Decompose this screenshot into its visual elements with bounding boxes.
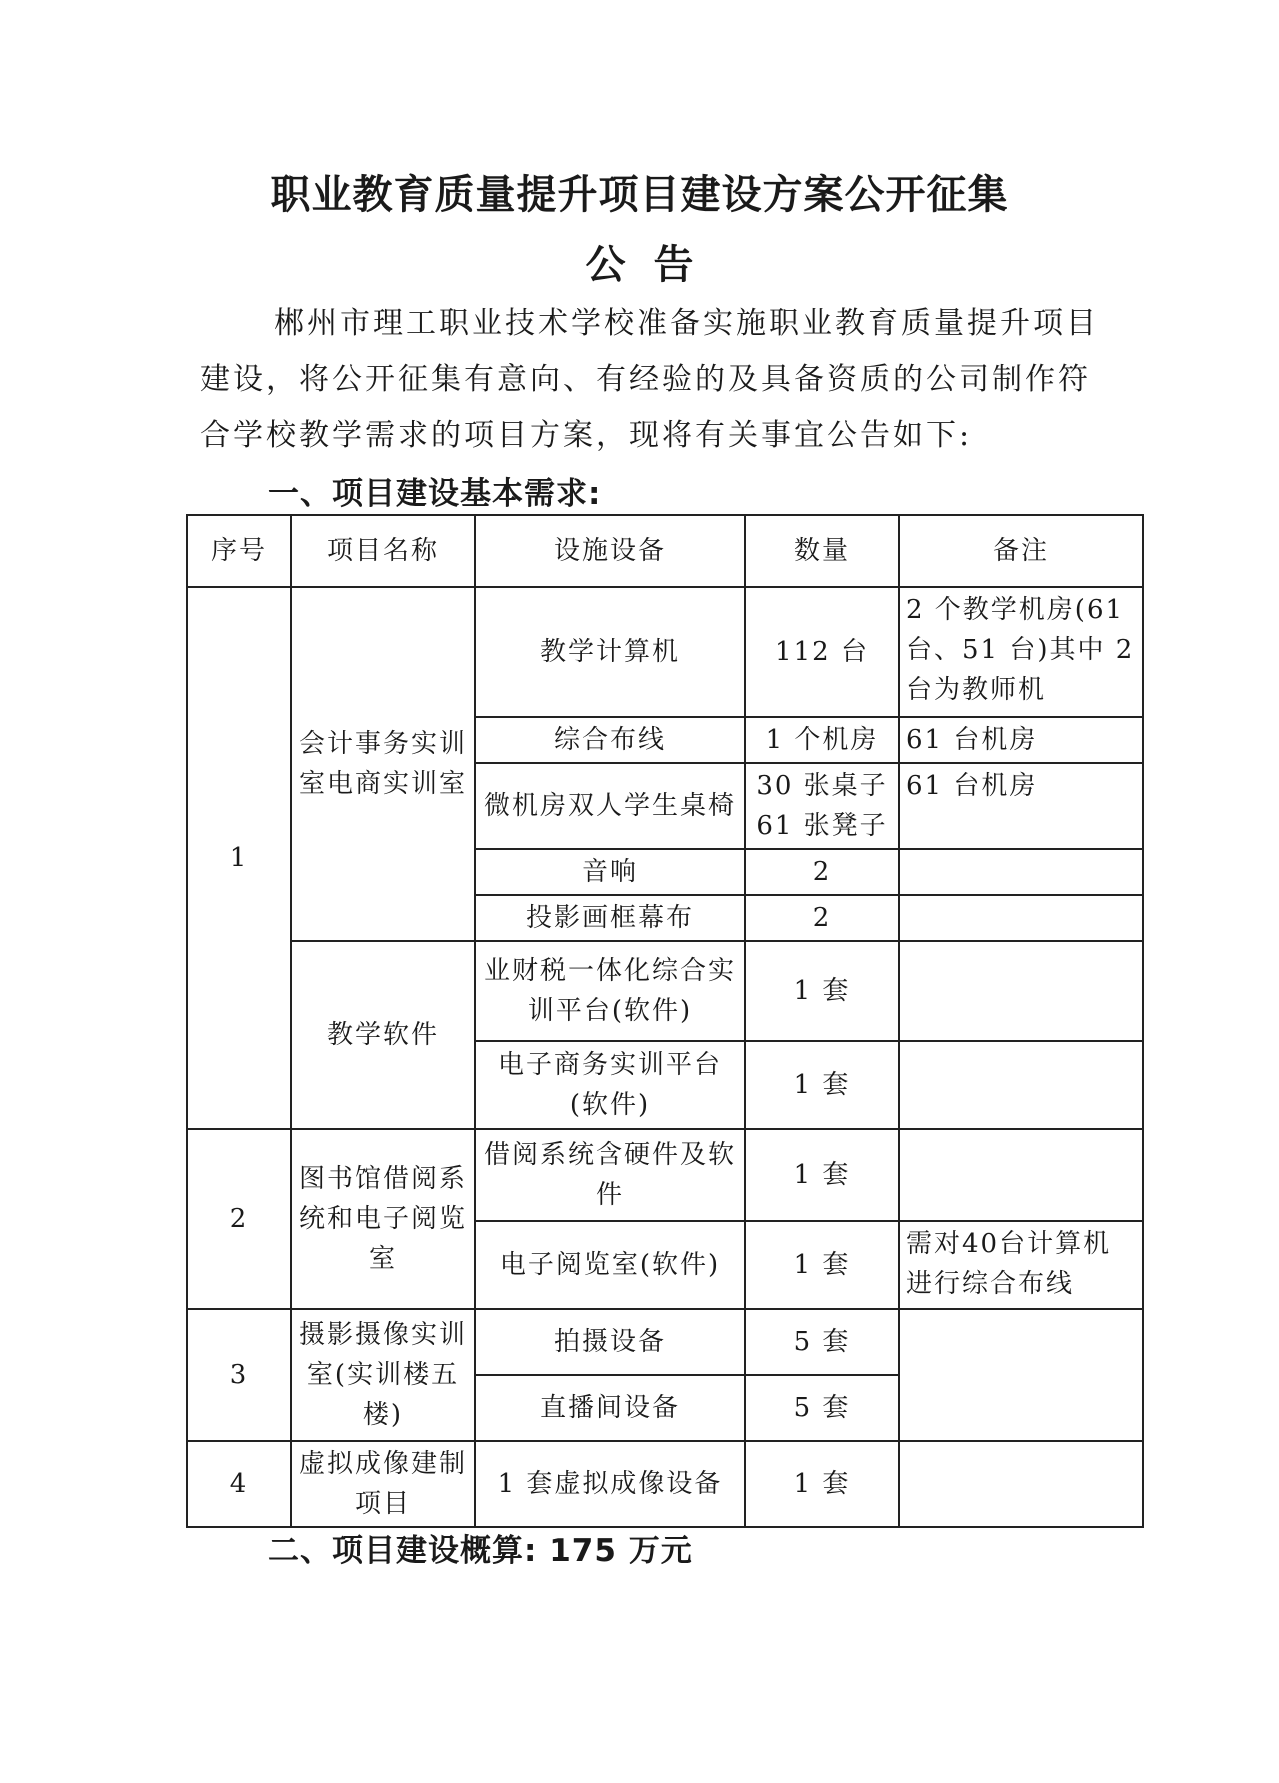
row-number: 1 <box>187 587 291 1129</box>
quantity-cell: 1 个机房 <box>745 717 899 763</box>
quantity-cell: 1 套 <box>745 1129 899 1221</box>
project-name: 摄影摄像实训室(实训楼五楼) <box>291 1309 475 1441</box>
equipment-cell: 1 套虚拟成像设备 <box>475 1441 745 1527</box>
quantity-cell: 1 套 <box>745 1441 899 1527</box>
note-cell: 需对40台计算机进行综合布线 <box>899 1221 1143 1309</box>
equipment-cell: 音响 <box>475 849 745 895</box>
table-row <box>187 587 1143 717</box>
equipment-cell: 拍摄设备 <box>475 1309 745 1375</box>
quantity-cell: 1 套 <box>745 941 899 1041</box>
quantity-cell: 2 <box>745 849 899 895</box>
quantity-cell: 30 张桌子 61 张凳子 <box>745 763 899 849</box>
equipment-cell: 业财税一体化综合实训平台(软件) <box>475 941 745 1041</box>
table-row <box>187 1441 1143 1527</box>
header-cell: 序号 <box>187 515 291 587</box>
note-cell: 61 台机房 <box>899 763 1143 849</box>
requirements-table <box>186 514 1144 1528</box>
note-cell <box>899 1309 1143 1441</box>
project-name: 图书馆借阅系统和电子阅览室 <box>291 1129 475 1309</box>
row-number: 2 <box>187 1129 291 1309</box>
table-row <box>187 941 1143 1041</box>
equipment-cell: 综合布线 <box>475 717 745 763</box>
section-heading-requirements: 一、项目建设基本需求: <box>268 476 602 512</box>
table-row <box>187 1309 1143 1375</box>
equipment-cell: 电子商务实训平台(软件) <box>475 1041 745 1129</box>
header-cell: 设施设备 <box>475 515 745 587</box>
section-heading-budget: 二、项目建设概算: 175 万元 <box>268 1533 693 1569</box>
header-cell: 项目名称 <box>291 515 475 587</box>
project-name: 教学软件 <box>291 941 475 1129</box>
quantity-cell: 1 套 <box>745 1041 899 1129</box>
quantity-cell: 2 <box>745 895 899 941</box>
note-cell <box>899 849 1143 895</box>
equipment-cell: 教学计算机 <box>475 587 745 717</box>
document-subtitle: 公告 <box>585 242 722 288</box>
row-number: 3 <box>187 1309 291 1441</box>
table-header-row <box>187 515 1143 587</box>
header-cell: 数量 <box>745 515 899 587</box>
intro-paragraph: 郴州市理工职业技术学校准备实施职业教育质量提升项目建设，将公开征集有意向、有经验的及具备资质的公司制作符合学校教学需求的项目方案，现将有关事宜公告如下: <box>200 306 1099 453</box>
equipment-cell: 直播间设备 <box>475 1375 745 1441</box>
quantity-cell: 5 套 <box>745 1375 899 1441</box>
header-cell: 备注 <box>899 515 1143 587</box>
table-row <box>187 1129 1143 1221</box>
quantity-cell: 112 台 <box>745 587 899 717</box>
note-cell <box>899 1041 1143 1129</box>
note-cell <box>899 1441 1143 1527</box>
note-cell: 61 台机房 <box>899 717 1143 763</box>
note-cell <box>899 1129 1143 1221</box>
equipment-cell: 投影画框幕布 <box>475 895 745 941</box>
document-title: 职业教育质量提升项目建设方案公开征集 <box>270 172 1009 218</box>
quantity-cell: 5 套 <box>745 1309 899 1375</box>
row-number: 4 <box>187 1441 291 1527</box>
note-cell <box>899 895 1143 941</box>
note-cell <box>899 941 1143 1041</box>
project-name: 会计事务实训室电商实训室 <box>291 587 475 941</box>
project-name: 虚拟成像建制项目 <box>291 1441 475 1527</box>
quantity-cell: 1 套 <box>745 1221 899 1309</box>
equipment-cell: 借阅系统含硬件及软件 <box>475 1129 745 1221</box>
note-cell: 2 个教学机房(61 台、51 台)其中 2 台为教师机 <box>899 587 1143 717</box>
equipment-cell: 电子阅览室(软件) <box>475 1221 745 1309</box>
equipment-cell: 微机房双人学生桌椅 <box>475 763 745 849</box>
